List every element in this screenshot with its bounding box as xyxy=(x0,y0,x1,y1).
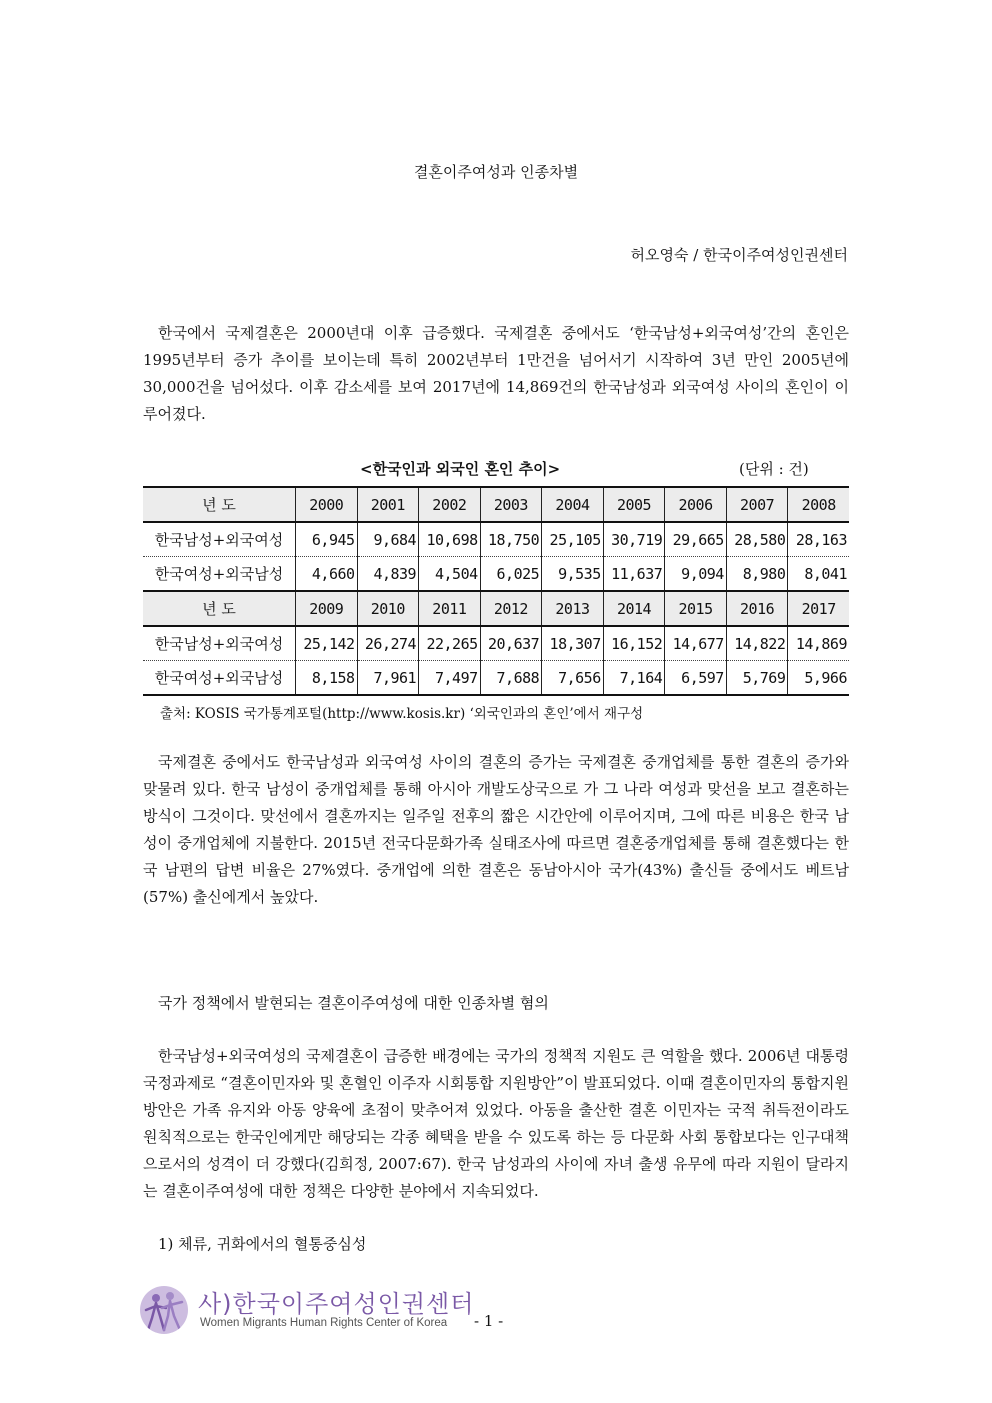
value-cell: 7,961 xyxy=(357,661,419,696)
value-cell: 14,822 xyxy=(726,626,788,661)
value-cell: 18,307 xyxy=(542,626,604,661)
year-cell: 2004 xyxy=(542,487,604,522)
value-cell: 14,869 xyxy=(788,626,849,661)
value-cell: 22,265 xyxy=(419,626,481,661)
header-label: 년 도 xyxy=(143,591,296,626)
value-cell: 7,497 xyxy=(419,661,481,696)
year-cell: 2005 xyxy=(603,487,665,522)
value-cell: 4,839 xyxy=(357,557,419,592)
table-caption: <한국인과 외국인 혼인 추이> xyxy=(360,460,561,478)
value-cell: 9,684 xyxy=(357,522,419,557)
value-cell: 4,660 xyxy=(296,557,358,592)
value-cell: 30,719 xyxy=(603,522,665,557)
header-label: 년 도 xyxy=(143,487,296,522)
value-cell: 28,580 xyxy=(726,522,788,557)
table-row xyxy=(143,522,849,557)
value-cell: 8,980 xyxy=(726,557,788,592)
row-label: 한국남성+외국여성 xyxy=(143,626,296,661)
organization-footer xyxy=(140,1284,570,1336)
value-cell: 28,163 xyxy=(788,522,849,557)
value-cell: 6,597 xyxy=(665,661,727,696)
value-cell: 5,966 xyxy=(788,661,849,696)
table-row xyxy=(143,557,849,592)
value-cell: 25,142 xyxy=(296,626,358,661)
year-cell: 2013 xyxy=(542,591,604,626)
table-unit: (단위 : 건) xyxy=(739,460,809,478)
year-cell: 2015 xyxy=(665,591,727,626)
year-cell: 2008 xyxy=(788,487,849,522)
year-cell: 2010 xyxy=(357,591,419,626)
table-header-row xyxy=(143,487,849,522)
paragraph-intro: 한국에서 국제결혼은 2000년대 이후 급증했다. 국제결혼 중에서도 ‘한국남성+외국여성’간의 혼인은 1995년부터 증가 추이를 보이는데 특히 2002년부터 1만건을 넘어서기 시작하여 3년 만인 2005년에 30,000건을 넘어섰다. 이후 감소세를 보여 2017년에 14,869건의 한국남성과 외국여성 사이의 혼인이 이루어졌다. xyxy=(143,324,849,423)
value-cell: 10,698 xyxy=(419,522,481,557)
value-cell: 20,637 xyxy=(480,626,542,661)
value-cell: 5,769 xyxy=(726,661,788,696)
year-cell: 2016 xyxy=(726,591,788,626)
table-row xyxy=(143,626,849,661)
year-cell: 2001 xyxy=(357,487,419,522)
row-label: 한국여성+외국남성 xyxy=(143,557,296,592)
year-cell: 2000 xyxy=(296,487,358,522)
row-label: 한국여성+외국남성 xyxy=(143,661,296,696)
organization-name-english: Women Migrants Human Rights Center of Korea xyxy=(200,1317,448,1329)
value-cell: 8,158 xyxy=(296,661,358,696)
year-cell: 2012 xyxy=(480,591,542,626)
value-cell: 9,094 xyxy=(665,557,727,592)
value-cell: 14,677 xyxy=(665,626,727,661)
value-cell: 7,688 xyxy=(480,661,542,696)
value-cell: 7,164 xyxy=(603,661,665,696)
value-cell: 29,665 xyxy=(665,522,727,557)
paragraph-brokers: 국제결혼 중에서도 한국남성과 외국여성 사이의 결혼의 증가는 국제결혼 중개업체를 통한 결혼의 증가와 맞물려 있다. 한국 남성이 중개업체를 통해 아시아 개발도상국으로 가 그 나라 여성과 맞선을 보고 결혼하는 방식이 그것이다. 맞선에서 결혼까지는 일주일 전후의 짧은 시간안에 이루어지며, 그에 따른 비용은 한국 남성이 중개업체에 지불한다. 2015년 전국다문화가족 실태조사에 따르면 결혼중개업체를 통해 결혼했다는 한국 남편의 답변 비율은 27%였다. 중개업에 의한 결혼은 동남아시아 국가(43%) 출신들 중에서도 베트남(57%) 출신에게서 높았다. xyxy=(143,753,849,906)
value-cell: 4,504 xyxy=(419,557,481,592)
value-cell: 26,274 xyxy=(357,626,419,661)
value-cell: 16,152 xyxy=(603,626,665,661)
year-cell: 2011 xyxy=(419,591,481,626)
value-cell: 6,025 xyxy=(480,557,542,592)
table-row xyxy=(143,661,849,696)
value-cell: 8,041 xyxy=(788,557,849,592)
year-cell: 2002 xyxy=(419,487,481,522)
year-cell: 2007 xyxy=(726,487,788,522)
value-cell: 18,750 xyxy=(480,522,542,557)
page-number: - 1 - xyxy=(474,1312,504,1330)
year-cell: 2014 xyxy=(603,591,665,626)
subsection-item: 1) 체류, 귀화에서의 혈통중심성 xyxy=(158,1235,367,1253)
year-cell: 2003 xyxy=(480,487,542,522)
year-cell: 2006 xyxy=(665,487,727,522)
value-cell: 25,105 xyxy=(542,522,604,557)
value-cell: 11,637 xyxy=(603,557,665,592)
paragraph-policy: 한국남성+외국여성의 국제결혼이 급증한 배경에는 국가의 정책적 지원도 큰 역할을 했다. 2006년 대통령 국정과제로 “결혼이민자와 및 혼혈인 이주자 시회통합 지원방안”이 발표되었다. 이때 결혼이민자의 통합지원방안은 가족 유지와 아동 양육에 초점이 맞추어져 있었다. 아동을 출산한 결혼 이민자는 국적 취득전이라도 원칙적으로는 한국인에게만 해당되는 각종 혜택을 받을 수 있도록 하는 등 다문화 사회 통합보다는 인구대책으로서의 성격이 더 강했다(김희정, 2007:67). 한국 남성과의 사이에 자녀 출생 유무에 따라 지원이 달라지는 결혼이주여성에 대한 정책은 다양한 분야에서 지속되었다. xyxy=(143,1047,849,1200)
year-cell: 2017 xyxy=(788,591,849,626)
row-label: 한국남성+외국여성 xyxy=(143,522,296,557)
author-line: 허오영숙 / 한국이주여성인권센터 xyxy=(630,246,848,264)
section-heading: 국가 정책에서 발현되는 결혼이주여성에 대한 인종차별 혐의 xyxy=(158,994,549,1012)
marriage-trend-table xyxy=(143,486,849,696)
value-cell: 6,945 xyxy=(296,522,358,557)
table-source-note: 출처: KOSIS 국가통계포털(http://www.kosis.kr) ‘외국인과의 혼인’에서 재구성 xyxy=(160,706,644,722)
value-cell: 9,535 xyxy=(542,557,604,592)
table-header-row xyxy=(143,591,849,626)
document-title: 결혼이주여성과 인종차별 xyxy=(413,163,579,181)
year-cell: 2009 xyxy=(296,591,358,626)
organization-name-korean: 사)한국이주여성인권센터 xyxy=(198,1290,475,1318)
value-cell: 7,656 xyxy=(542,661,604,696)
organization-logo-icon xyxy=(140,1286,188,1334)
